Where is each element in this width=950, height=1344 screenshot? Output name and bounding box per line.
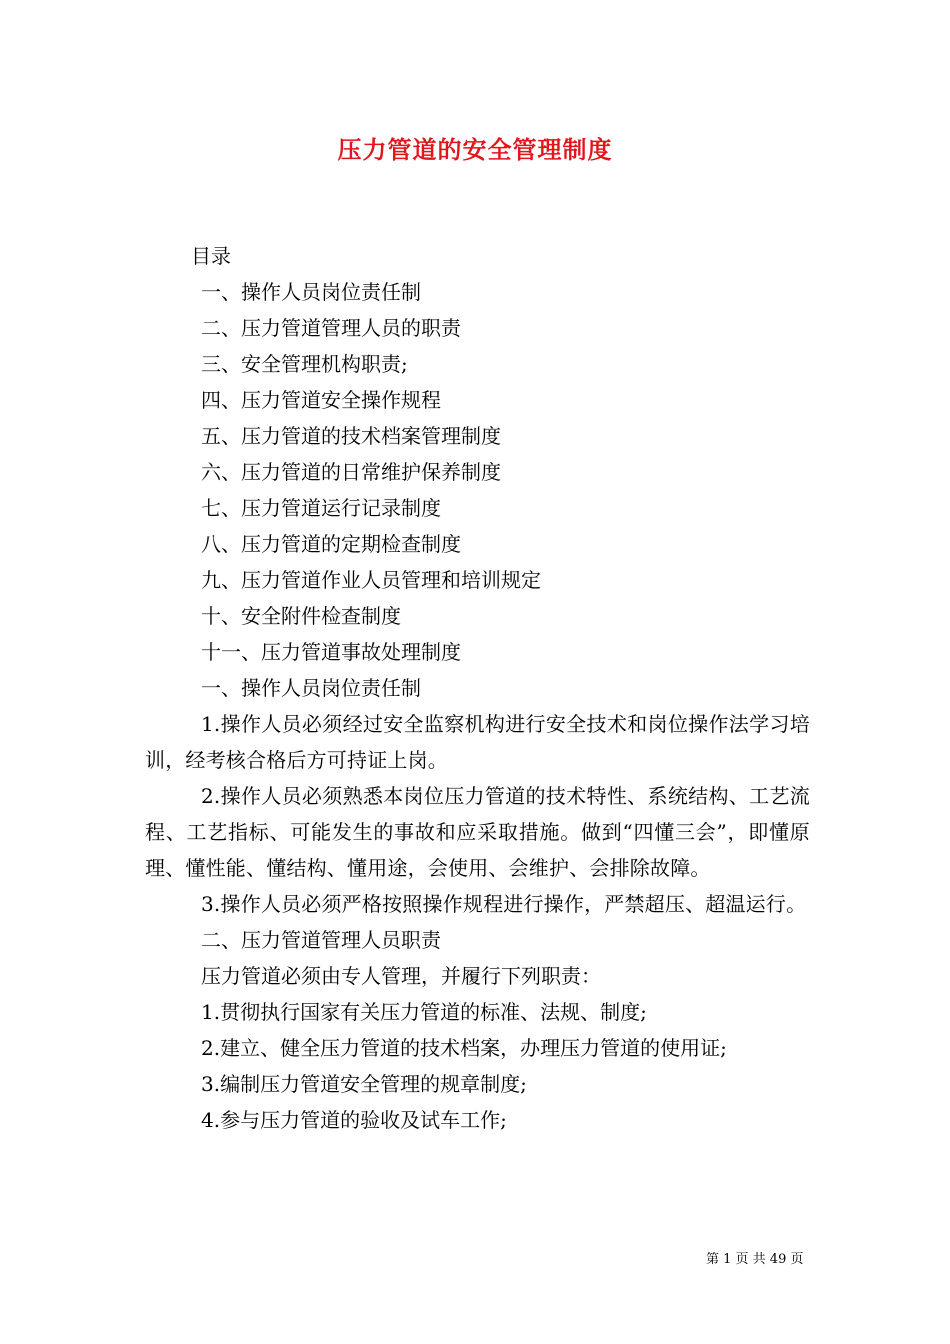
toc-item: 五、压力管道的技术档案管理制度 — [201, 424, 501, 448]
toc-item: 九、压力管道作业人员管理和培训规定 — [201, 568, 541, 592]
toc-heading: 目录 — [191, 244, 231, 268]
list-item: 2.建立、健全压力管道的技术档案，办理压力管道的使用证; — [201, 1036, 727, 1060]
paragraph: 3.操作人员必须严格按照操作规程进行操作，严禁超压、超温运行。 — [201, 892, 807, 916]
section-intro: 压力管道必须由专人管理，并履行下列职责： — [201, 964, 601, 988]
toc-item: 六、压力管道的日常维护保养制度 — [201, 460, 501, 484]
paragraph: 2.操作人员必须熟悉本岗位压力管道的技术特性、系统结构、工艺流程、工艺指标、可能发生的事故和应采取措施。做到“四懂三会”，即懂原理、懂性能、懂结构、懂用途，会使用、会维护、会排除故障。 — [145, 784, 810, 880]
page-number: 第 1 页 共 49 页 — [706, 1252, 804, 1267]
section-heading: 一、操作人员岗位责任制 — [201, 676, 421, 700]
toc-item: 三、安全管理机构职责; — [201, 352, 408, 376]
toc-item: 十一、压力管道事故处理制度 — [201, 640, 461, 664]
list-item: 3.编制压力管道安全管理的规章制度; — [201, 1072, 527, 1096]
document-body — [145, 238, 810, 1138]
toc-item: 二、压力管道管理人员的职责 — [201, 316, 461, 340]
list-item: 1.贯彻执行国家有关压力管道的标准、法规、制度; — [201, 1000, 647, 1024]
toc-item: 一、操作人员岗位责任制 — [201, 280, 421, 304]
list-item: 4.参与压力管道的验收及试车工作; — [201, 1108, 507, 1132]
toc-item: 十、安全附件检查制度 — [201, 604, 401, 628]
document-title: 压力管道的安全管理制度 — [337, 135, 613, 164]
toc-item: 四、压力管道安全操作规程 — [201, 388, 441, 412]
toc-item: 八、压力管道的定期检查制度 — [201, 532, 461, 556]
section-heading: 二、压力管道管理人员职责 — [201, 928, 441, 952]
paragraph: 1.操作人员必须经过安全监察机构进行安全技术和岗位操作法学习培训，经考核合格后方可持证上岗。 — [145, 712, 810, 772]
toc-item: 七、压力管道运行记录制度 — [201, 496, 441, 520]
